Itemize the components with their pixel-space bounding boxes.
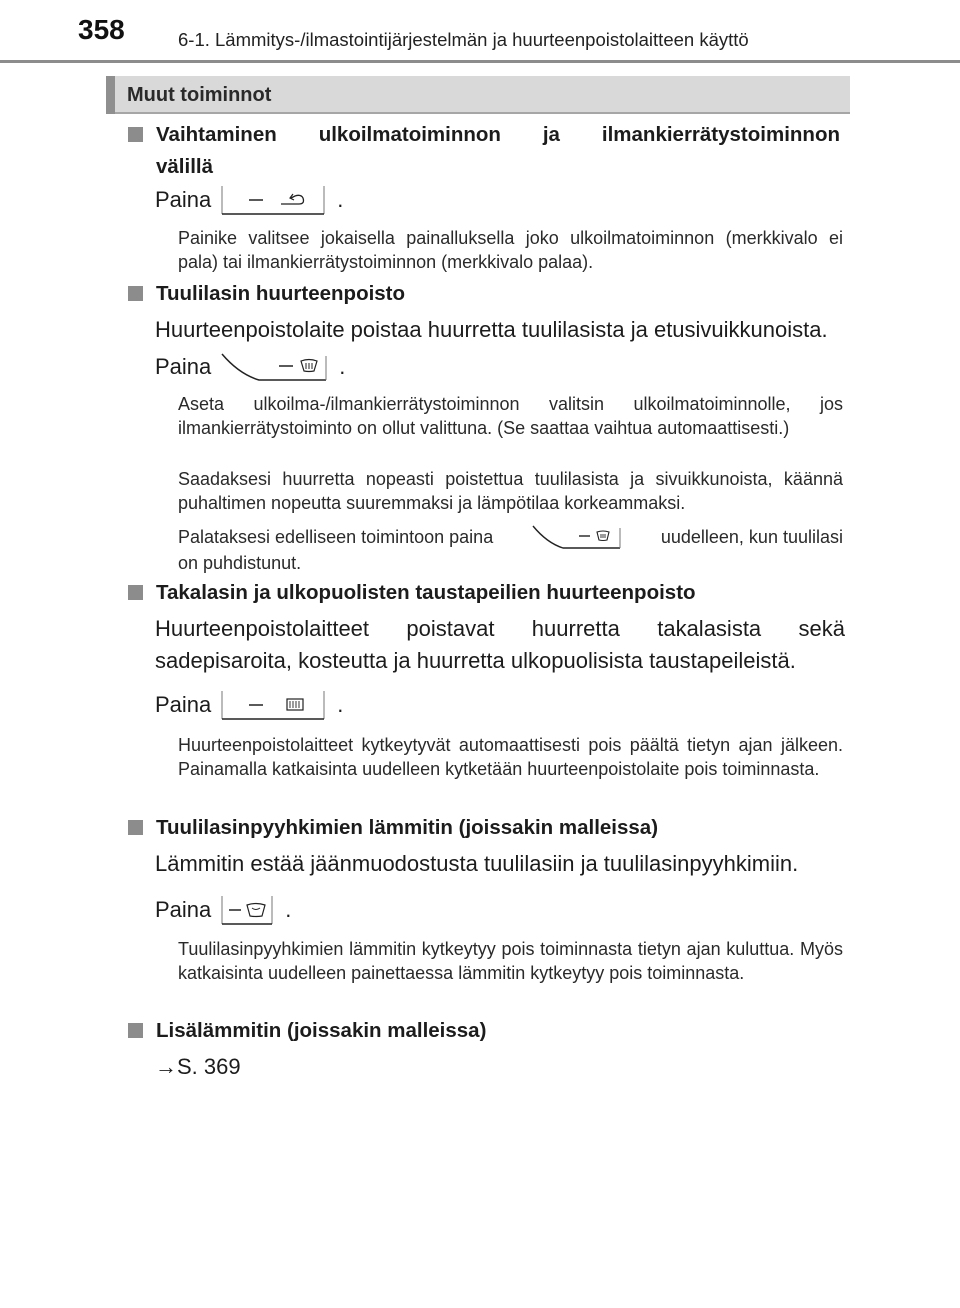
windshield-note-3 bbox=[178, 523, 843, 575]
windshield-heading bbox=[128, 278, 840, 310]
windshield-defrost-icon bbox=[219, 350, 329, 384]
rear-defogger-button[interactable] bbox=[219, 689, 327, 721]
recirc-press-row bbox=[155, 184, 343, 216]
wiper-lead: Lämmitin estää jäänmuodostusta tuulilasiin ja tuulilasinpyyhkimiin. bbox=[155, 851, 799, 876]
press-end: . bbox=[285, 897, 292, 922]
wiper-note: Tuulilasinpyyhkimien lämmitin kytkeytyy pois toiminnasta tietyn ajan kuluttua. Myös katkaisinta uudelleen painettaessa lämmitin kytkeytyy pois toiminnasta. bbox=[178, 939, 843, 983]
windshield-note-3-line1 bbox=[178, 523, 843, 551]
header-rule bbox=[0, 60, 960, 63]
windshield-defrost-button[interactable] bbox=[219, 350, 329, 384]
arrow-icon: → bbox=[155, 1054, 177, 1079]
aux-reference[interactable] bbox=[155, 1051, 845, 1083]
recirculation-icon bbox=[219, 184, 327, 216]
press-label: Paina bbox=[155, 897, 212, 922]
page-number: 358 bbox=[78, 14, 125, 45]
windshield-note-2: Saadaksesi huurretta nopeasti poistettua tuulilasista ja sivuikkunoista, käännä puhaltimen nopeutta suuremmaksi ja lämpötilaa korkeammaksi. bbox=[178, 469, 843, 513]
rear-defogger-icon bbox=[219, 689, 327, 721]
wiper-heading-text: Tuulilasinpyyhkimien lämmitin (joissakin malleissa) bbox=[156, 816, 659, 839]
windshield-press-row bbox=[155, 350, 345, 384]
windshield-lead: Huurteenpoistolaite poistaa huurretta tuulilasista ja etusivuikkunoista. bbox=[155, 317, 828, 342]
recirc-heading-line1: Vaihtaminen ulkoilmatoiminnon ja ilmankierrätystoiminnon bbox=[156, 123, 840, 146]
wiper-deicer-icon bbox=[219, 894, 275, 926]
windshield-heading-text: Tuulilasin huurteenpoisto bbox=[156, 282, 406, 305]
press-end: . bbox=[337, 187, 344, 212]
windshield-note-1: Aseta ulkoilma-/ilmankierrätystoiminnon valitsin ulkoilmatoiminnolle, jos ilmankierrätystoiminto on ollut valittuna. (Se saattaa vaihtua automaattisesti.) bbox=[178, 394, 843, 438]
rear-heading-text: Takalasin ja ulkopuolisten taustapeilien huurteenpoisto bbox=[156, 581, 696, 604]
rear-note: Huurteenpoistolaitteet kytkeytyvät automaattisesti pois päältä tietyn ajan jälkeen. Painamalla katkaisinta uudelleen kytketään huurteenpoistolaite pois toiminnasta. bbox=[178, 735, 843, 779]
page-reference[interactable]: S. 369 bbox=[177, 1054, 241, 1079]
rear-press-row bbox=[155, 689, 343, 721]
recirculation-button[interactable] bbox=[219, 184, 327, 216]
recirc-heading bbox=[128, 119, 840, 183]
section-heading-box bbox=[106, 76, 850, 114]
bullet-square bbox=[128, 1023, 143, 1038]
press-label: Paina bbox=[155, 692, 212, 717]
press-end: . bbox=[337, 692, 344, 717]
note-text-before: Palataksesi edelliseen toimintoon paina bbox=[178, 527, 494, 547]
windshield-note-3-line2: on puhdistunut. bbox=[178, 553, 302, 573]
press-end: . bbox=[339, 354, 346, 379]
recirc-heading-line2: välillä bbox=[156, 155, 213, 178]
wiper-press-row bbox=[155, 894, 291, 926]
aux-heading-text: Lisälämmitin (joissakin malleissa) bbox=[156, 1019, 487, 1042]
press-label: Paina bbox=[155, 187, 212, 212]
note-text-after: uudelleen, kun tuulilasi bbox=[660, 527, 843, 547]
aux-heading bbox=[128, 1015, 840, 1047]
windshield-defrost-icon[interactable] bbox=[531, 523, 623, 551]
bullet-square bbox=[128, 585, 143, 600]
rear-heading bbox=[128, 577, 840, 609]
chapter-title: 6-1. Lämmitys-/ilmastointijärjestelmän ja huurteenpoistolaitteen käyttö bbox=[178, 29, 749, 50]
bullet-square bbox=[128, 127, 143, 142]
rear-lead: Huurteenpoistolaitteet poistavat huurretta takalasista sekä sadepisaroita, kosteutta ja huurretta ulkopuolisista taustapeileistä. bbox=[155, 616, 845, 673]
section-title: Muut toiminnot bbox=[127, 84, 272, 106]
press-label: Paina bbox=[155, 354, 212, 379]
section-accent-bar bbox=[106, 76, 115, 114]
wiper-heading bbox=[128, 812, 840, 844]
wiper-deicer-button[interactable] bbox=[219, 894, 275, 926]
bullet-square bbox=[128, 820, 143, 835]
recirc-note: Painike valitsee jokaisella painalluksella joko ulkoilmatoiminnon (merkkivalo ei pala) tai ilmankierrätystoiminnon (merkkivalo palaa). bbox=[178, 228, 843, 272]
bullet-square bbox=[128, 286, 143, 301]
